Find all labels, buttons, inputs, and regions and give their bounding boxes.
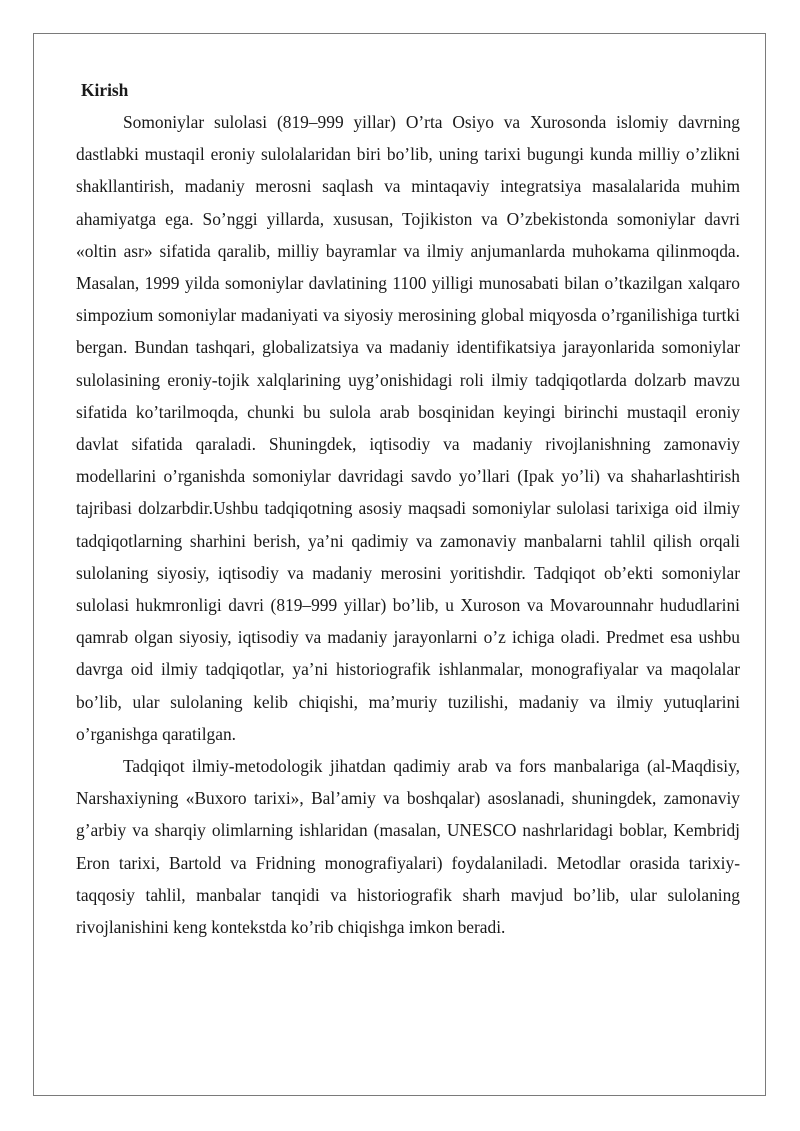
document-body <box>76 74 740 943</box>
paragraph-1: Somoniylar sulolasi (819–999 yillar) O’rta Osiyo va Xurosonda islomiy davrning dastlabki mustaqil eroniy sulolalaridan biri bo’lib, uning tarixi bugungi kunda milliy o’zlikni shakllantirish, madaniy merosni saqlash va mintaqaviy integratsiya masalalarida muhim ahamiyatga ega. So’nggi yillarda, xususan, Tojikiston va O’zbekistonda somoniylar davri «oltin asr» sifatida qaralib, milliy bayramlar va ilmiy anjumanlarda muhokama qilinmoqda. Masalan, 1999 yilda somoniylar davlatining 1100 yilligi munosabati bilan o’tkazilgan xalqaro simpozium somoniylar madaniyati va siyosiy merosining global miqyosda o’rganilishiga turtki bergan. Bundan tashqari, globalizatsiya va madaniy identifikatsiya jarayonlarida somoniylar sulolasining eroniy-tojik xalqlarining uyg’onishidagi roli ilmiy tadqiqotlarda dolzarb mavzu sifatida ko’tarilmoqda, chunki bu sulola arab bosqinidan keyingi birinchi mustaqil eroniy davlat sifatida qaraladi. Shuningdek, iqtisodiy va madaniy rivojlanishning zamonaviy modellarini o’rganishda somoniylar davridagi savdo yo’llari (Ipak yo’li) va shaharlashtirish tajribasi dolzarbdir.Ushbu tadqiqotning asosiy maqsadi somoniylar sulolasi tarixiga oid ilmiy tadqiqotlarning sharhini berish, ya’ni qadimiy va zamonaviy manbalarni tahlil qilish orqali sulolaning siyosiy, iqtisodiy va madaniy merosini yoritishdir. Tadqiqot ob’ekti somoniylar sulolasi hukmronligi davri (819–999 yillar) bo’lib, u Xuroson va Movarounnahr hududlarini qamrab olgan siyosiy, iqtisodiy va madaniy jarayonlarni o’z ichiga oladi. Predmet esa ushbu davrga oid ilmiy tadqiqotlar, ya’ni historiografik ishlanmalar, monografiyalar va maqolalar bo’lib, ular sulolaning kelib chiqishi, ma’muriy tuzilishi, madaniy va ilmiy yutuqlarini o’rganishga qaratilgan. <box>76 112 740 744</box>
section-heading: Kirish <box>81 80 129 100</box>
paragraph-2: Tadqiqot ilmiy-metodologik jihatdan qadimiy arab va fors manbalariga (al-Maqdisiy, Narshaxiyning «Buxoro tarixi», Bal’amiy va boshqalar) asoslanadi, shuningdek, zamonaviy g’arbiy va sharqiy olimlarning ishlaridan (masalan, UNESCO nashrlaridagi boblar, Kembridj Eron tarixi, Bartold va Fridning monografiyalari) foydalaniladi. Metodlar orasida tarixiy-taqqosiy tahlil, manbalar tanqidi va historiografik sharh mavjud bo’lib, ular sulolaning rivojlanishini keng kontekstda ko’rib chiqishga imkon beradi. <box>76 756 740 938</box>
